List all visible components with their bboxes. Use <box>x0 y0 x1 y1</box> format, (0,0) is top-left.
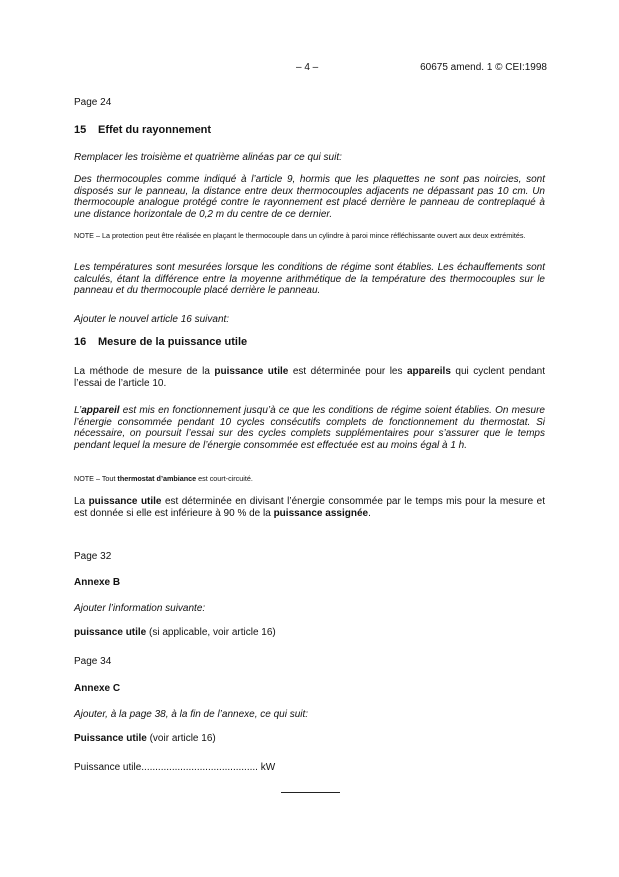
paragraph-useful-power: La puissance utile est déterminée en divisant l’énergie consommée par le temps mis pour la mesure et est donnée si elle est inférieure à 90 % de la puissance assignée. <box>74 496 545 519</box>
note-thermostat: NOTE – Tout thermostat d’ambiance est court-circuité. <box>74 474 253 483</box>
section-15-heading <box>74 124 545 137</box>
section-title: Effet du rayonnement <box>98 124 212 136</box>
page-ref-34: Page 34 <box>74 656 112 667</box>
document-reference: 60675 amend. 1 © CEI:1998 <box>420 62 547 73</box>
useful-power-field-line: Puissance utile.......................................... kW <box>74 762 276 773</box>
section-16-heading <box>74 336 545 349</box>
annex-b-heading: Annexe B <box>74 577 121 588</box>
end-rule <box>281 792 340 793</box>
instruction-add-info: Ajouter l’information suivante: <box>74 603 206 614</box>
section-number: 15 <box>74 124 87 136</box>
section-number: 16 <box>74 336 87 348</box>
instruction-add-page-38: Ajouter, à la page 38, à la fin de l’annexe, ce qui suit: <box>74 709 309 720</box>
annex-c-item: Puissance utile (voir article 16) <box>74 733 216 744</box>
note-protection: NOTE – La protection peut être réalisée en plaçant le thermocouple dans un cylindre à paroi mince réfléchissante ouvert aux deux extrémités. <box>74 231 526 240</box>
paragraph-procedure: L’appareil est mis en fonctionnement jusqu’à ce que les conditions de régime soient établies. On mesure l’énergie consommée pendant 10 cycles consécutifs complets de fonctionnement du thermostat. Si nécessaire, on poursuit l’essai sur des cycles complets supplémentaires pour s’assurer que le temps pendant lequel la mesure de l’énergie consommée est effectuée est au moins égal à 1 h. <box>74 405 545 451</box>
instruction-replace: Remplacer les troisième et quatrième alinéas par ce qui suit: <box>74 152 342 163</box>
paragraph-method: La méthode de mesure de la puissance utile est déterminée pour les appareils qui cyclent pendant l’essai de l’article 10. <box>74 366 546 389</box>
annex-c-heading: Annexe C <box>74 683 121 694</box>
paragraph-temperatures: Les températures sont mesurées lorsque les conditions de régime sont établies. Les échauffements sont calculés, étant la différence entre la moyenne arithmétique de la température des thermocouples sur le panneau et du thermocouple placé derrière le panneau. <box>74 262 545 296</box>
page-number: – 4 – <box>296 62 319 73</box>
instruction-add-article: Ajouter le nouvel article 16 suivant: <box>74 314 230 325</box>
page-ref-32: Page 32 <box>74 551 112 562</box>
annex-b-item: puissance utile (si applicable, voir article 16) <box>74 627 276 638</box>
paragraph-thermocouples: Des thermocouples comme indiqué à l’article 9, hormis que les plaquettes ne sont pas noircies, sont disposés sur le panneau, la distance entre deux thermocouples adjacents ne dépassant pas 10 cm. Un thermocouple analogue protégé contre le rayonnement est placé derrière le panneau de contreplaqué à une distance horizontale de 0,2 m du centre de ce dernier. <box>74 174 545 220</box>
section-title: Mesure de la puissance utile <box>98 336 248 348</box>
page-ref-24: Page 24 <box>74 97 112 108</box>
